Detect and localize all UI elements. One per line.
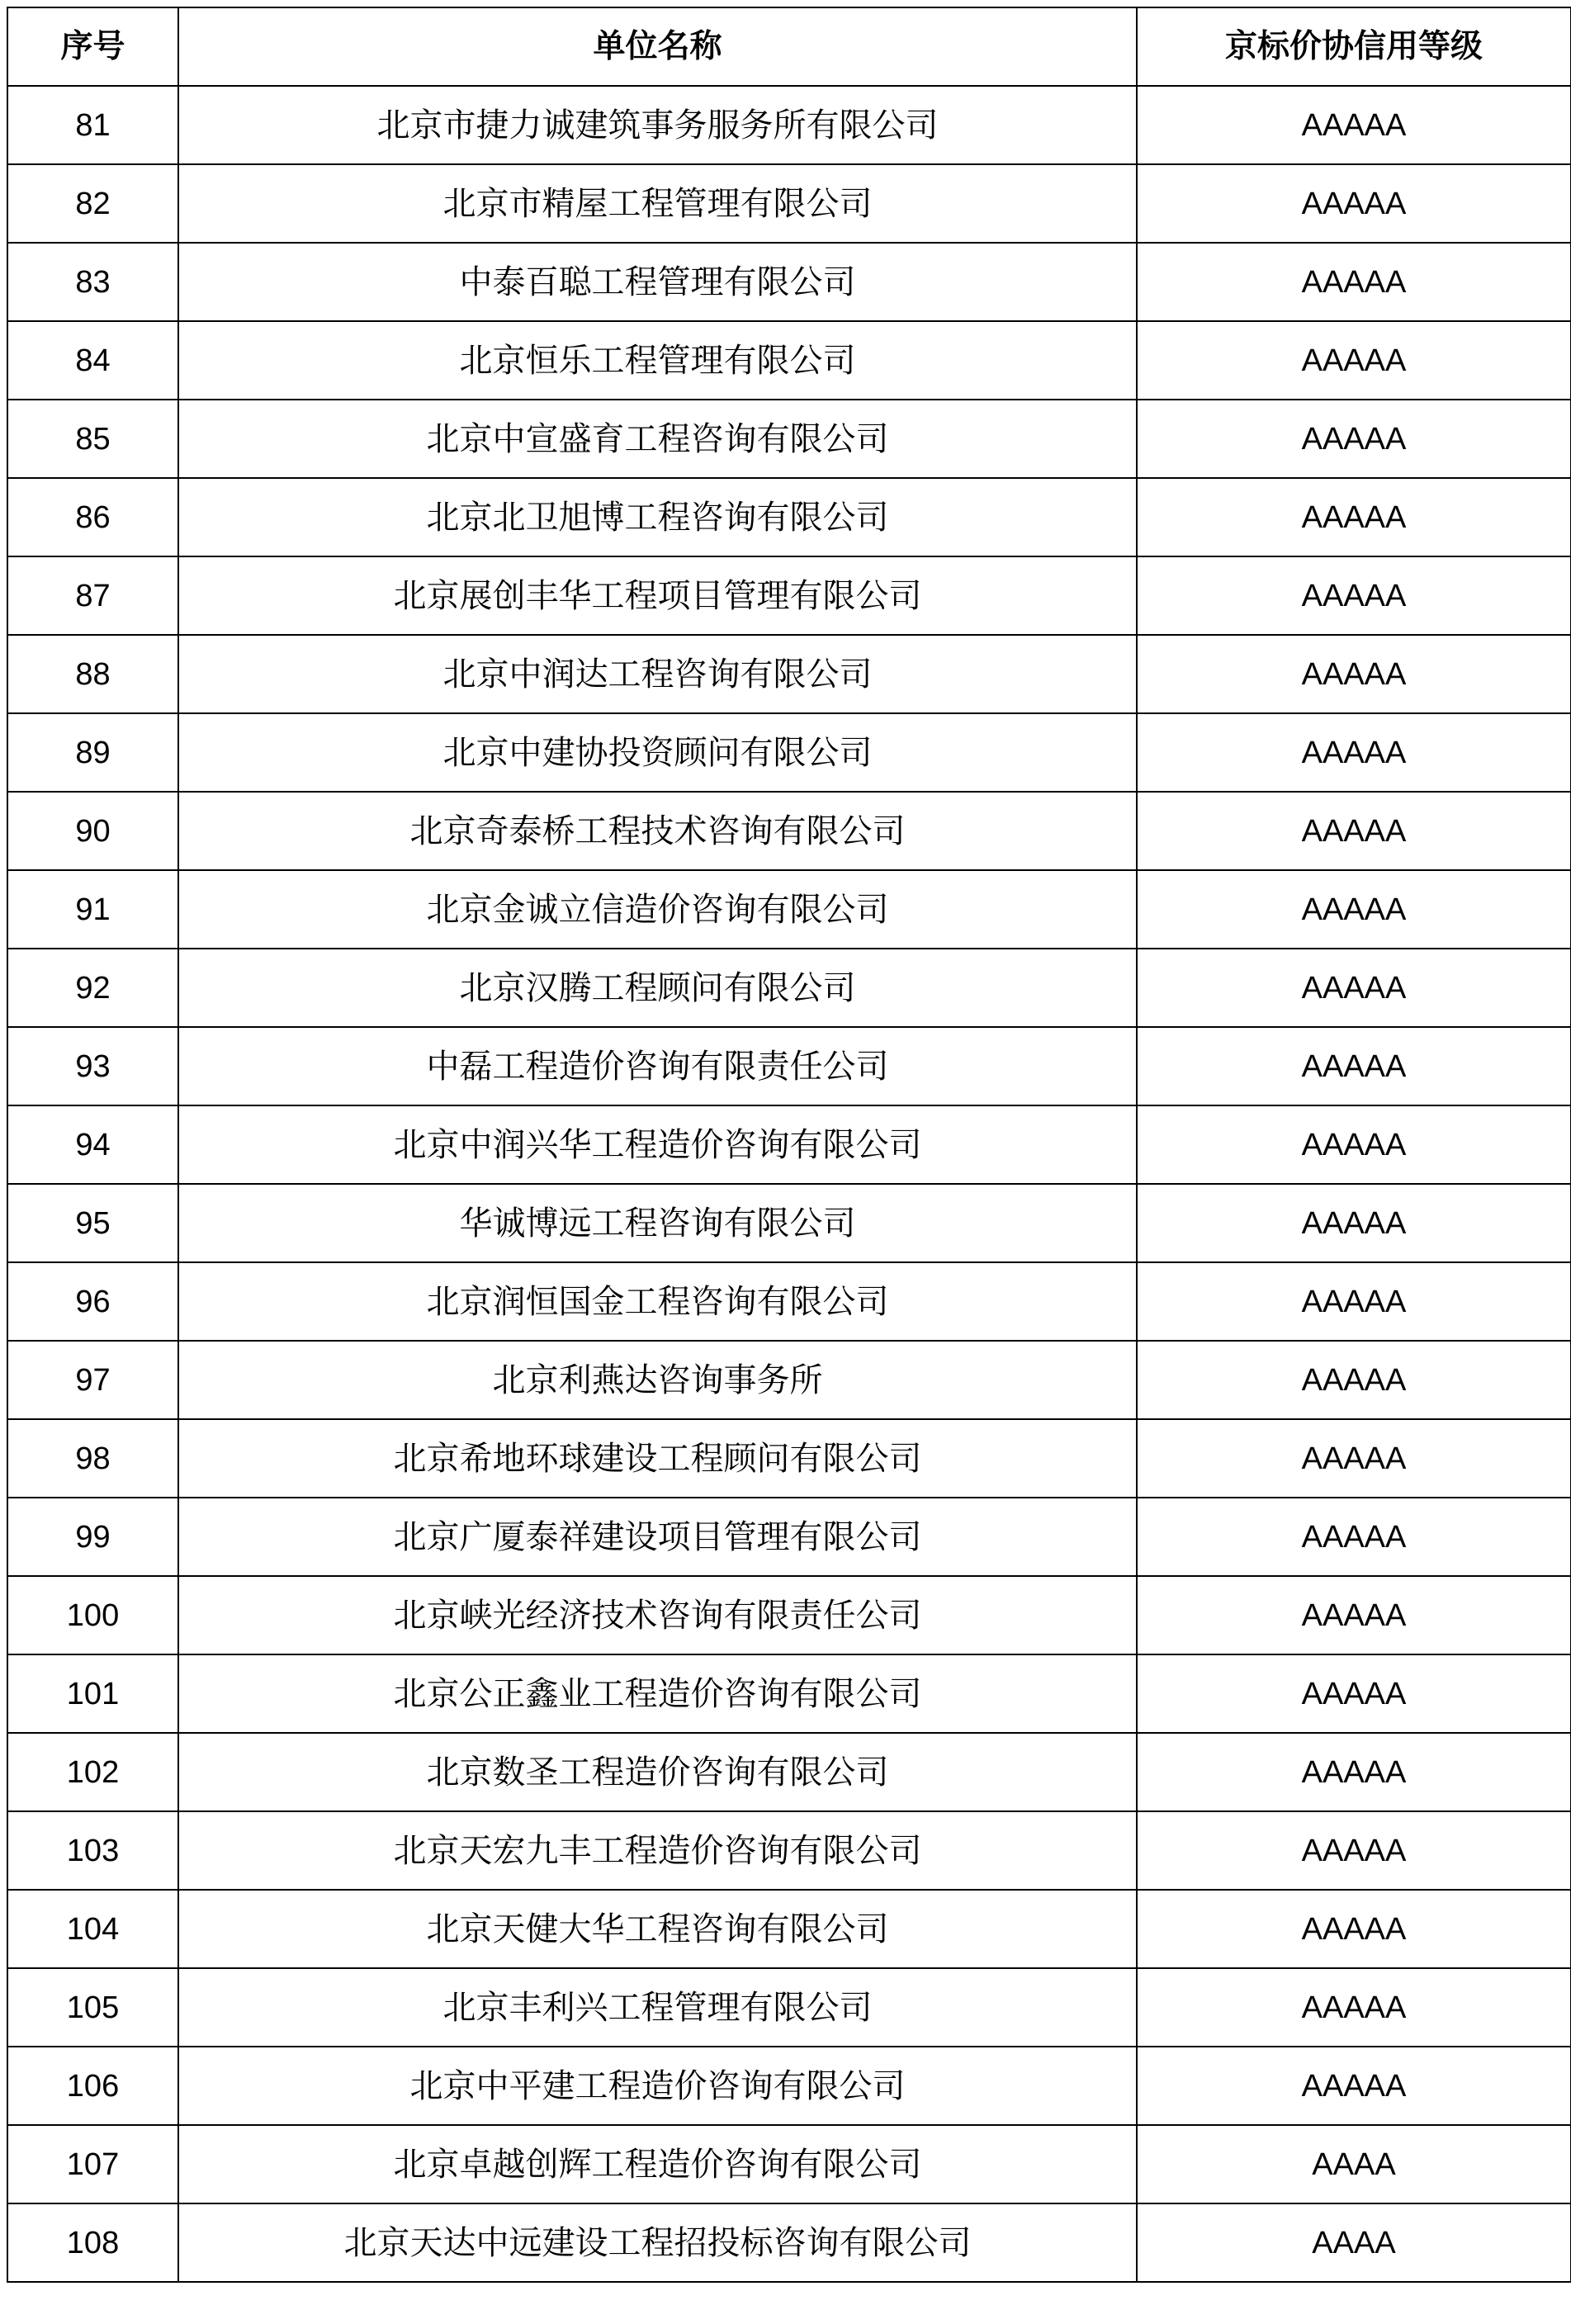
header-company-name: 单位名称 <box>178 7 1137 86</box>
company-name-cell: 北京中宣盛育工程咨询有限公司 <box>178 400 1137 478</box>
table-row <box>7 243 1571 321</box>
serial-number-cell: 81 <box>7 86 178 164</box>
table-row <box>7 164 1571 243</box>
credit-grade-cell: AAAAA <box>1137 2047 1571 2125</box>
company-name-cell: 北京公正鑫业工程造价咨询有限公司 <box>178 1654 1137 1733</box>
serial-number-cell: 100 <box>7 1576 178 1654</box>
credit-grade-cell: AAAAA <box>1137 321 1571 400</box>
serial-number-cell: 86 <box>7 478 178 556</box>
serial-number-cell: 97 <box>7 1341 178 1419</box>
company-name-cell: 北京峡光经济技术咨询有限责任公司 <box>178 1576 1137 1654</box>
credit-grade-cell: AAAAA <box>1137 243 1571 321</box>
company-name-cell: 北京利燕达咨询事务所 <box>178 1341 1137 1419</box>
credit-grade-cell: AAAAA <box>1137 86 1571 164</box>
company-name-cell: 北京中润兴华工程造价咨询有限公司 <box>178 1105 1137 1184</box>
table-row <box>7 2203 1571 2282</box>
company-name-cell: 北京奇泰桥工程技术咨询有限公司 <box>178 792 1137 870</box>
credit-grade-cell: AAAAA <box>1137 713 1571 792</box>
company-name-cell: 中泰百聪工程管理有限公司 <box>178 243 1137 321</box>
company-name-cell: 北京广厦泰祥建设项目管理有限公司 <box>178 1498 1137 1576</box>
table-row <box>7 1105 1571 1184</box>
table-row <box>7 1733 1571 1811</box>
company-name-cell: 北京天宏九丰工程造价咨询有限公司 <box>178 1811 1137 1890</box>
company-name-cell: 北京天健大华工程咨询有限公司 <box>178 1890 1137 1968</box>
table-row <box>7 1576 1571 1654</box>
table-row <box>7 1968 1571 2047</box>
credit-grade-cell: AAAAA <box>1137 1654 1571 1733</box>
credit-grade-cell: AAAAA <box>1137 1184 1571 1262</box>
credit-grade-cell: AAAAA <box>1137 400 1571 478</box>
serial-number-cell: 101 <box>7 1654 178 1733</box>
table-row <box>7 792 1571 870</box>
table-row <box>7 321 1571 400</box>
credit-grade-cell: AAAAA <box>1137 870 1571 949</box>
company-name-cell: 北京希地环球建设工程顾问有限公司 <box>178 1419 1137 1498</box>
company-name-cell: 北京市捷力诚建筑事务服务所有限公司 <box>178 86 1137 164</box>
serial-number-cell: 106 <box>7 2047 178 2125</box>
table-body <box>7 86 1571 2282</box>
serial-number-cell: 93 <box>7 1027 178 1105</box>
credit-grade-cell: AAAAA <box>1137 1341 1571 1419</box>
serial-number-cell: 103 <box>7 1811 178 1890</box>
table-header-row <box>7 7 1571 86</box>
table-row <box>7 1654 1571 1733</box>
company-name-cell: 北京中建协投资顾问有限公司 <box>178 713 1137 792</box>
company-name-cell: 北京中平建工程造价咨询有限公司 <box>178 2047 1137 2125</box>
table-row <box>7 400 1571 478</box>
serial-number-cell: 99 <box>7 1498 178 1576</box>
table-row <box>7 949 1571 1027</box>
header-serial-number: 序号 <box>7 7 178 86</box>
credit-grade-cell: AAAAA <box>1137 635 1571 713</box>
company-name-cell: 北京丰利兴工程管理有限公司 <box>178 1968 1137 2047</box>
table-row <box>7 713 1571 792</box>
serial-number-cell: 91 <box>7 870 178 949</box>
company-name-cell: 北京数圣工程造价咨询有限公司 <box>178 1733 1137 1811</box>
table-row <box>7 635 1571 713</box>
serial-number-cell: 84 <box>7 321 178 400</box>
company-name-cell: 北京恒乐工程管理有限公司 <box>178 321 1137 400</box>
table-row <box>7 1498 1571 1576</box>
company-name-cell: 北京汉腾工程顾问有限公司 <box>178 949 1137 1027</box>
table-row <box>7 1027 1571 1105</box>
credit-grade-cell: AAAAA <box>1137 1811 1571 1890</box>
table-row <box>7 1890 1571 1968</box>
table-row <box>7 1184 1571 1262</box>
credit-grade-cell: AAAA <box>1137 2125 1571 2203</box>
company-name-cell: 北京展创丰华工程项目管理有限公司 <box>178 556 1137 635</box>
table-row <box>7 1341 1571 1419</box>
table-row <box>7 1811 1571 1890</box>
serial-number-cell: 85 <box>7 400 178 478</box>
serial-number-cell: 98 <box>7 1419 178 1498</box>
credit-grade-cell: AAAAA <box>1137 1733 1571 1811</box>
serial-number-cell: 94 <box>7 1105 178 1184</box>
table-row <box>7 2125 1571 2203</box>
company-name-cell: 北京润恒国金工程咨询有限公司 <box>178 1262 1137 1341</box>
table-row <box>7 1419 1571 1498</box>
credit-grade-cell: AAAAA <box>1137 949 1571 1027</box>
serial-number-cell: 95 <box>7 1184 178 1262</box>
company-name-cell: 北京中润达工程咨询有限公司 <box>178 635 1137 713</box>
header-credit-grade: 京标价协信用等级 <box>1137 7 1571 86</box>
serial-number-cell: 107 <box>7 2125 178 2203</box>
table-row <box>7 86 1571 164</box>
table-row <box>7 870 1571 949</box>
company-name-cell: 北京北卫旭博工程咨询有限公司 <box>178 478 1137 556</box>
table-row <box>7 1262 1571 1341</box>
credit-grade-cell: AAAAA <box>1137 1576 1571 1654</box>
credit-grade-cell: AAAAA <box>1137 1498 1571 1576</box>
serial-number-cell: 96 <box>7 1262 178 1341</box>
serial-number-cell: 88 <box>7 635 178 713</box>
company-name-cell: 华诚博远工程咨询有限公司 <box>178 1184 1137 1262</box>
serial-number-cell: 92 <box>7 949 178 1027</box>
serial-number-cell: 108 <box>7 2203 178 2282</box>
company-name-cell: 北京市精屋工程管理有限公司 <box>178 164 1137 243</box>
serial-number-cell: 105 <box>7 1968 178 2047</box>
serial-number-cell: 90 <box>7 792 178 870</box>
serial-number-cell: 104 <box>7 1890 178 1968</box>
serial-number-cell: 82 <box>7 164 178 243</box>
credit-grade-cell: AAAAA <box>1137 1105 1571 1184</box>
serial-number-cell: 83 <box>7 243 178 321</box>
credit-grade-cell: AAAAA <box>1137 1419 1571 1498</box>
credit-grade-cell: AAAAA <box>1137 164 1571 243</box>
credit-grade-cell: AAAAA <box>1137 478 1571 556</box>
table-row <box>7 2047 1571 2125</box>
credit-grade-cell: AAAAA <box>1137 1968 1571 2047</box>
company-name-cell: 北京天达中远建设工程招投标咨询有限公司 <box>178 2203 1137 2282</box>
serial-number-cell: 102 <box>7 1733 178 1811</box>
credit-grade-cell: AAAAA <box>1137 1890 1571 1968</box>
credit-rating-table <box>7 7 1571 2283</box>
credit-grade-cell: AAAA <box>1137 2203 1571 2282</box>
company-name-cell: 北京卓越创辉工程造价咨询有限公司 <box>178 2125 1137 2203</box>
company-name-cell: 中磊工程造价咨询有限责任公司 <box>178 1027 1137 1105</box>
credit-grade-cell: AAAAA <box>1137 1027 1571 1105</box>
credit-grade-cell: AAAAA <box>1137 556 1571 635</box>
credit-grade-cell: AAAAA <box>1137 1262 1571 1341</box>
credit-grade-cell: AAAAA <box>1137 792 1571 870</box>
serial-number-cell: 87 <box>7 556 178 635</box>
table-row <box>7 478 1571 556</box>
serial-number-cell: 89 <box>7 713 178 792</box>
table-row <box>7 556 1571 635</box>
company-name-cell: 北京金诚立信造价咨询有限公司 <box>178 870 1137 949</box>
